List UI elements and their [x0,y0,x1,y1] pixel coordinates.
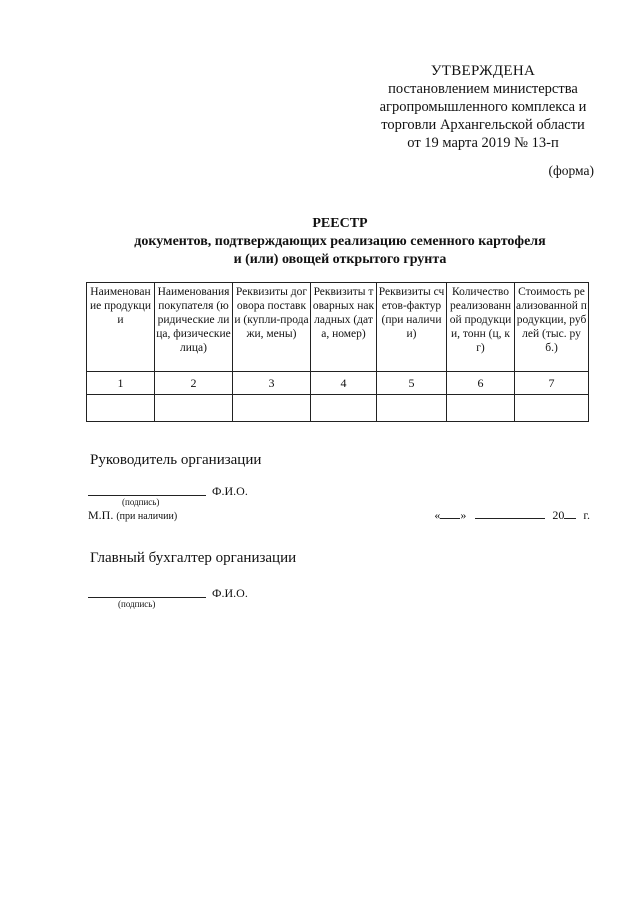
date-close-quote: » [460,508,467,522]
table-cell [87,395,155,422]
table-cell [447,395,515,422]
head-title: Руководитель организации [90,452,262,468]
table-header-cell: Реквизиты товарных накладных (дата, номер) [311,283,377,372]
approval-line-2: агропромышленного комплекса и [379,99,587,115]
year-suffix: г. [583,508,590,522]
year-prefix: 20 [552,508,565,522]
column-number: 3 [233,372,311,395]
title-line-1: РЕЕСТР [312,216,368,231]
date-field [434,508,590,523]
table-header-cell: Наименования покупателя (юридические лица, физические лица) [155,283,233,372]
table-number-row [87,372,589,395]
title-line-3: и (или) овощей открытого грунта [233,252,447,267]
day-blank [440,508,460,519]
year-blank [564,508,576,519]
accountant-title: Главный бухгалтер организации [90,550,297,566]
approval-line-1: постановлением министерства [388,81,578,97]
stamp-place [88,508,177,523]
approval-line-4: от 19 марта 2019 № 13-п [407,135,559,151]
table-cell [515,395,589,422]
table-header-cell: Стоимость реализованной продукции, рублей (тыс. руб.) [515,283,589,372]
document-title [60,215,620,269]
accountant-signature-line [88,597,206,598]
table-row [87,395,589,422]
month-blank [475,508,545,519]
column-number: 5 [377,372,447,395]
head-signature-caption: (подпись) [122,497,160,507]
title-line-2: документов, подтверждающих реализацию семенного картофеля [134,234,546,249]
date-open-quote: « [434,508,441,522]
table-header-cell: Реквизиты договора поставки (купли-продажи, мены) [233,283,311,372]
head-signature-line [88,495,206,496]
table-header-cell: Количество реализованной продукции, тонн (ц, кг) [447,283,515,372]
accountant-fio-label: Ф.И.О. [212,586,248,600]
approval-heading: УТВЕРЖДЕНА [430,63,536,79]
column-number: 2 [155,372,233,395]
mp-note: (при наличии) [116,511,178,522]
column-number: 6 [447,372,515,395]
table-header-row [87,283,589,372]
column-number: 1 [87,372,155,395]
registry-table [86,282,589,422]
column-number: 7 [515,372,589,395]
mp-label: М.П. [88,508,114,522]
head-fio-label: Ф.И.О. [212,484,248,498]
approval-stamp [338,62,628,152]
table-cell [233,395,311,422]
form-label: (форма) [548,163,594,178]
approval-line-3: торговли Архангельской области [381,117,585,133]
table-cell [311,395,377,422]
table-cell [155,395,233,422]
column-number: 4 [311,372,377,395]
table-header-cell: Реквизиты счетов-фактур (при наличии) [377,283,447,372]
accountant-signature-caption: (подпись) [118,599,156,609]
table-cell [377,395,447,422]
table-header-cell: Наименование продукции [87,283,155,372]
